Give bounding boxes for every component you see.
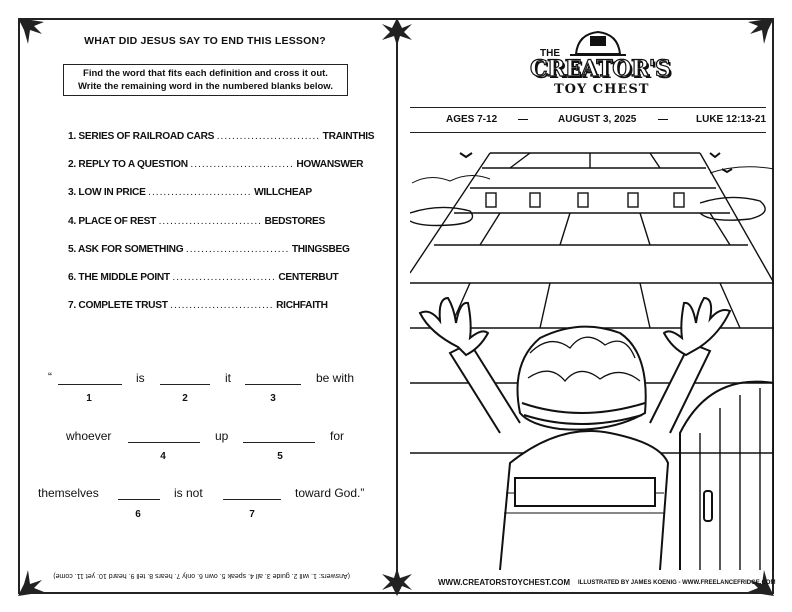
logo-creators: CREATOR'S — [530, 56, 671, 82]
definition-words[interactable]: TRAINTHIS — [322, 131, 375, 142]
creators-toy-chest-logo — [520, 28, 670, 103]
blank-number: 1 — [86, 393, 92, 404]
definition-row — [68, 187, 368, 198]
quote-word: for — [330, 429, 345, 443]
definition-clue: 7. COMPLETE TRUST — [68, 300, 168, 311]
blank-number: 7 — [249, 509, 255, 520]
definition-words[interactable]: BEDSTORES — [264, 216, 326, 227]
definition-row — [68, 272, 368, 283]
answer-blank-7[interactable] — [223, 499, 281, 500]
blank-number: 3 — [270, 393, 276, 404]
definition-dots: ........................... — [158, 216, 262, 227]
answer-blank-4[interactable] — [128, 442, 200, 443]
definition-clue: 4. PLACE OF REST — [68, 216, 157, 227]
blank-number: 5 — [277, 451, 283, 462]
answer-blank-6[interactable] — [118, 499, 160, 500]
corner-leaf-icon — [744, 14, 778, 48]
quote-word: whoever — [66, 429, 112, 443]
definition-row — [68, 131, 375, 142]
separator: — — [518, 114, 528, 125]
instructions-line-2: Write the remaining word in the numbered blanks below. — [78, 81, 333, 92]
definition-dots: ........................... — [185, 244, 290, 255]
age-range: AGES 7-12 — [446, 114, 498, 125]
separator: — — [658, 114, 668, 125]
definition-words[interactable]: CENTERBUT — [278, 272, 339, 283]
definition-words[interactable]: RICHFAITH — [276, 300, 328, 311]
definition-dots: ........................... — [148, 187, 252, 198]
puzzle-title: WHAT DID JESUS SAY TO END THIS LESSON? — [84, 35, 326, 47]
definition-words[interactable]: THINGSBEG — [291, 244, 350, 255]
website-url[interactable]: WWW.CREATORSTOYCHEST.COM — [438, 578, 570, 587]
quote-word: be with — [316, 371, 355, 385]
definition-clue: 2. REPLY TO A QUESTION — [68, 159, 188, 170]
logo-the: THE — [540, 48, 560, 59]
definition-row — [68, 216, 368, 227]
blank-number: 2 — [182, 393, 188, 404]
corner-leaf-icon — [380, 566, 414, 600]
lesson-date: AUGUST 3, 2025 — [558, 114, 637, 125]
definition-dots: ........................... — [170, 300, 274, 311]
quote-word: up — [215, 429, 229, 443]
rich-man-illustration — [410, 133, 774, 570]
answer-blank-1[interactable] — [58, 384, 122, 385]
blank-number: 6 — [135, 509, 141, 520]
answer-key: (Answers: 1. will 2. guide 3. all 4. speak 5. own 6. only 7. hears 8. tell 9. heard 10. yet 11. come) — [53, 572, 350, 579]
corner-leaf-icon — [14, 566, 48, 600]
quote-word: it — [225, 371, 231, 385]
quote-word: is — [136, 371, 145, 385]
instructions-box — [63, 64, 348, 96]
definition-clue: 6. THE MIDDLE POINT — [68, 272, 170, 283]
blank-number: 4 — [160, 451, 166, 462]
answer-blank-3[interactable] — [245, 384, 301, 385]
definition-clue: 5. ASK FOR SOMETHING — [68, 244, 184, 255]
scripture-reference: LUKE 12:13-21 — [696, 114, 767, 125]
corner-leaf-icon — [380, 14, 414, 48]
lesson-info-bar — [410, 107, 766, 133]
logo-toy-chest: TOY CHEST — [554, 82, 650, 97]
definition-words[interactable]: WILLCHEAP — [254, 187, 312, 198]
definition-words[interactable]: HOWANSWER — [296, 159, 364, 170]
definition-row — [68, 159, 368, 170]
open-quote: “ — [48, 370, 52, 384]
answer-blank-2[interactable] — [160, 384, 210, 385]
quote-word: toward God.” — [295, 486, 365, 500]
definition-dots: ........................... — [172, 272, 276, 283]
definition-row — [68, 300, 368, 311]
toy-chest-icon — [568, 28, 628, 56]
answer-blank-5[interactable] — [243, 442, 315, 443]
quote-word: themselves — [38, 486, 99, 500]
instructions-line-1: Find the word that fits each definition and cross it out. — [83, 68, 328, 79]
definition-dots: ........................... — [190, 159, 294, 170]
definition-clue: 1. SERIES OF RAILROAD CARS — [68, 131, 215, 142]
definition-row — [68, 244, 368, 255]
definition-dots: ........................... — [216, 131, 321, 142]
definition-clue: 3. LOW IN PRICE — [68, 187, 146, 198]
page-spine — [396, 18, 398, 594]
quote-word: is not — [174, 486, 203, 500]
illustrator-credit: ILLUSTRATED BY JAMES KOENIG - WWW.FREELANCEFRIDGE.COM — [578, 580, 776, 586]
corner-leaf-icon — [14, 14, 48, 48]
